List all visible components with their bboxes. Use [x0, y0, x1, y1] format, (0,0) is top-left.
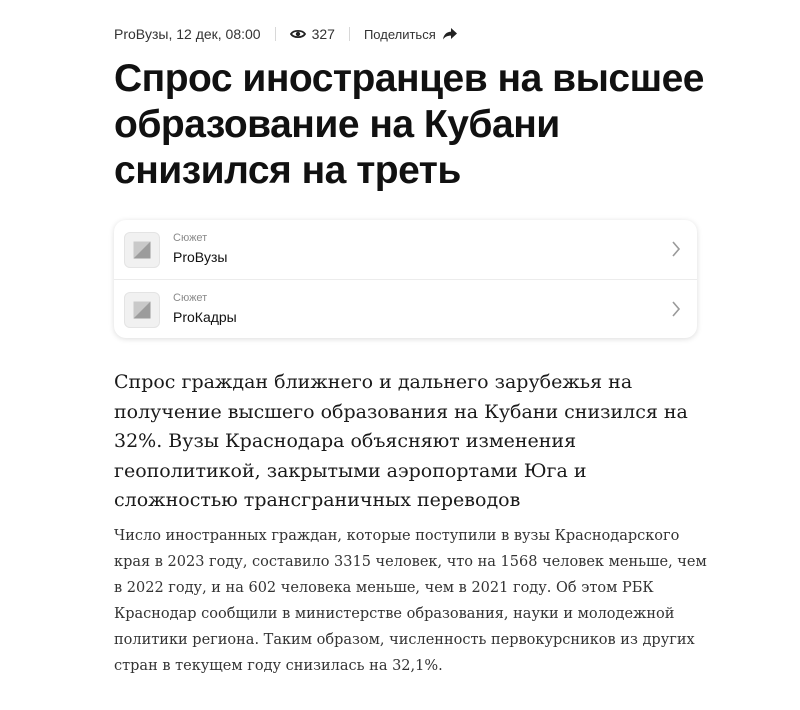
eye-icon [290, 28, 306, 40]
share-arrow-icon [442, 27, 458, 41]
article-meta [114, 24, 458, 44]
story-name: ProВузы [173, 249, 228, 265]
chevron-right-icon [671, 300, 681, 318]
story-text [173, 231, 227, 267]
source-date: ProВузы, 12 дек, 08:00 [114, 26, 261, 42]
story-kicker: Сюжет [173, 292, 208, 304]
views-counter [290, 26, 335, 42]
article-title: Спрос иностранцев на высшее образование на Кубани снизился на треть [114, 57, 704, 192]
image-placeholder-icon [124, 232, 160, 268]
image-placeholder-icon [124, 292, 160, 328]
story-text [173, 291, 237, 327]
share-button[interactable] [364, 27, 458, 42]
chevron-right-icon [671, 240, 681, 258]
views-count: 327 [311, 26, 335, 42]
article-lead: Спрос граждан ближнего и дальнего зарубежья на получение высшего образования на Кубани снизился на 32%. Вузы Краснодара объясняют изменения геополитикой, закрытыми аэропортами Юга и сложностью трансграничных переводов [114, 371, 688, 511]
story-name: ProКадры [173, 309, 237, 325]
meta-divider [349, 27, 350, 41]
article-body-paragraph: Число иностранных граждан, которые поступили в вузы Краснодарского края в 2023 году, составило 3315 человек, что на 1568 человек меньше, чем в 2022 году, и на 602 человека меньше, чем в 2021 году. Об этом РБК Краснодар сообщили в министерстве образования, науки и молодежной политики региона. Таким образом, численность первокурсников из других стран в текущем году снизилась на 32,1%. [114, 528, 707, 674]
story-link-prokadry[interactable] [114, 279, 697, 338]
story-links [114, 220, 697, 338]
meta-divider [275, 27, 276, 41]
share-label: Поделиться [363, 26, 436, 42]
story-kicker: Сюжет [173, 232, 208, 244]
story-link-provuzy[interactable] [114, 220, 697, 279]
